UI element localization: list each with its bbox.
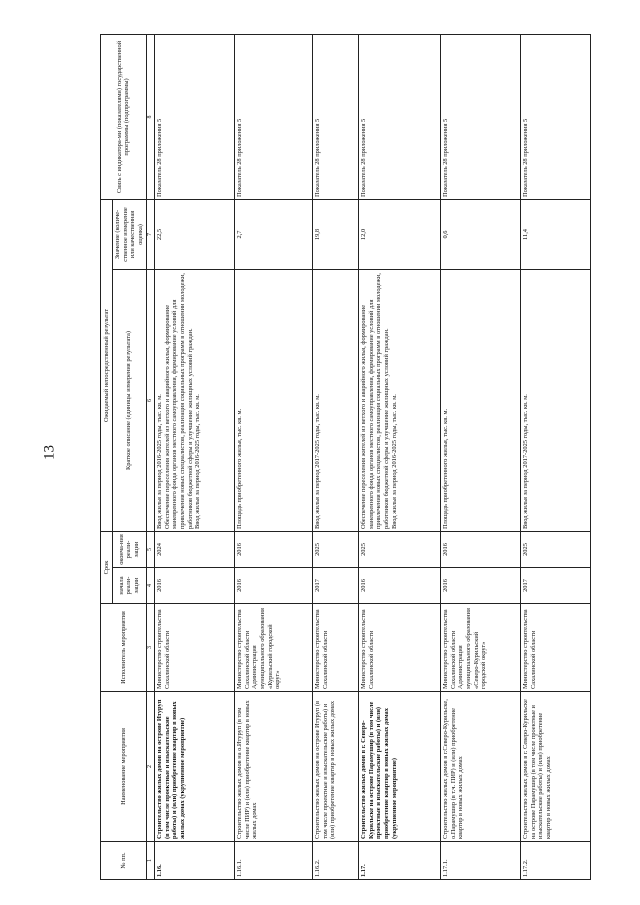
row-end: 2016 [234,531,312,567]
row-result: Обеспечение переселения жителей из ветхого и аварийного жилья, формирование маневренного фонда органов местного самоуправления, формирование условий для привлечения новых специалистов, реализация социальных программ в отношении молодежи, работников бюджетной сферы и улучшение жилищных условий граждан. Ввод жилья за период 2016-2025 годы, тыс. кв. м. [358,269,440,531]
row-name: Строительство жилых домов на о.Итуруп (в том числе ПИР) и (или) приобретение квартир в новых жилых домах [234,692,312,842]
page-number: 13 [41,445,58,460]
header-num: № пп. [101,842,147,880]
measures-table [100,34,591,880]
row-value: 12,0 [358,199,440,269]
column-numbers-row [146,34,154,879]
table-row [154,34,234,879]
row-result: Ввод жилья за период 2017-2025 годы, тыс. кв. м. [520,269,590,531]
row-num: 1.17.2. [520,842,590,880]
row-value: 2,7 [234,199,312,269]
row-executor: Министерство строительства Сахалинской области Администрация муниципального образования «Северо-Курильский городской округ» [440,604,520,692]
col-number: 4 [146,568,154,604]
row-start: 2016 [358,568,440,604]
row-num: 1.17.1. [440,842,520,880]
col-number: 2 [146,692,154,842]
row-start: 2016 [234,568,312,604]
row-end: 2025 [520,531,590,567]
row-num: 1.16. [154,842,234,880]
row-executor: Министерство строительства Сахалинской области [154,604,234,692]
header-executor: Исполнитель мероприятия [101,604,147,692]
row-end: 2016 [440,531,520,567]
col-number: 1 [146,842,154,880]
row-link: Показатель 28 приложения 5 [440,34,520,199]
table-row [358,34,440,879]
header-desc: Краткое описание (единицы измерения результата) [112,269,146,531]
col-number: 3 [146,604,154,692]
row-executor: Министерство строительства Сахалинской области [358,604,440,692]
header-expected: Ожидаемый непосредственный результат [101,199,113,531]
row-name: Строительство жилых домов в г. Северо-Курильске на острове Парамушир (в том числе проектные и изыскательские работы) и (или) приобретение квартир в новых жилых домах [520,692,590,842]
col-number: 6 [146,269,154,531]
row-start: 2016 [154,568,234,604]
col-number: 7 [146,199,154,269]
row-link: Показатель 28 приложения 5 [234,34,312,199]
row-start: 2016 [440,568,520,604]
col-number: 8 [146,34,154,199]
row-executor: Министерство строительства Сахалинской области [312,604,358,692]
header-end: оконча-ния реали-зации [112,531,146,567]
row-end: 2025 [358,531,440,567]
row-num: 1.17. [358,842,440,880]
row-link: Показатель 28 приложения 5 [520,34,590,199]
row-end: 2025 [312,531,358,567]
row-name: Строительство жилых домов в г. Северо-Курильске на острове Парамушир (в том числе проектные и изыскательские работы) и (или) приобретение квартир в новых жилых домах (укрупненное мероприятие) [358,692,440,842]
row-executor: Министерство строительства Сахалинской области [520,604,590,692]
header-value: Значение (количе-ственное измерение или качественная оценка) [112,199,146,269]
row-link: Показатель 28 приложения 5 [312,34,358,199]
row-link: Показатель 28 приложения 5 [154,34,234,199]
row-start: 2017 [520,568,590,604]
header-start: начала реали-зации [112,568,146,604]
row-name: Строительство жилых домов на острове Итуруп (в том числе проектные и изыскательские работы) и (или) приобретение квартир в новых жилых домах (укрупненное мероприятие) [154,692,234,842]
table-body [154,34,590,879]
row-end: 2024 [154,531,234,567]
header-row-1 [101,34,113,879]
row-value: 11,4 [520,199,590,269]
row-start: 2017 [312,568,358,604]
table-row [312,34,358,879]
table-row [440,34,520,879]
header-name: Наименование мероприятия [101,692,147,842]
header-link: Связь с индикатора-ми (показателями) государственной программы (подпрограммы) [101,34,147,199]
row-value: 19,8 [312,199,358,269]
rotated-page [100,35,620,880]
table-row [520,34,590,879]
header-term: Срок [101,531,113,603]
row-num: 1.16.1. [234,842,312,880]
col-number: 5 [146,531,154,567]
row-executor: Министерство строительства Сахалинской области Администрация муниципального образования «Курильский городской округ» [234,604,312,692]
row-result: Ввод жилья за период 2017-2025 годы, тыс. кв. м. [312,269,358,531]
row-name: Строительство жилых домов в г.Северо-Курильске, о.Парамушир (в т.ч. ПИР) и (или) приобретение квартир в новых жилых домах [440,692,520,842]
row-value: 22,5 [154,199,234,269]
row-num: 1.16.2. [312,842,358,880]
row-result: Ввод жилья за период 2016-2025 годы, тыс. кв. м. Обеспечение переселения жителей из ветхого и аварийного жилья, формирование маневренного фонда органов местного самоуправления, формирование условий для привлечения новых специалистов, реализация социальных программ в отношении молодежи, работников бюджетной сферы и улучшение жилищных условий граждан. Ввод жилья за период 2016-2025 годы, тыс. кв. м. [154,269,234,531]
row-result: Площадь приобретенного жилья, тыс. кв. м. [234,269,312,531]
row-name: Строительство жилых домов на острове Итуруп (в том числе проектные и изыскательские работы) и (или) приобретение квартир в новых жилых домах [312,692,358,842]
table-row [234,34,312,879]
row-link: Показатель 28 приложения 5 [358,34,440,199]
row-result: Площадь приобретенного жилья, тыс. кв. м. [440,269,520,531]
row-value: 0,6 [440,199,520,269]
